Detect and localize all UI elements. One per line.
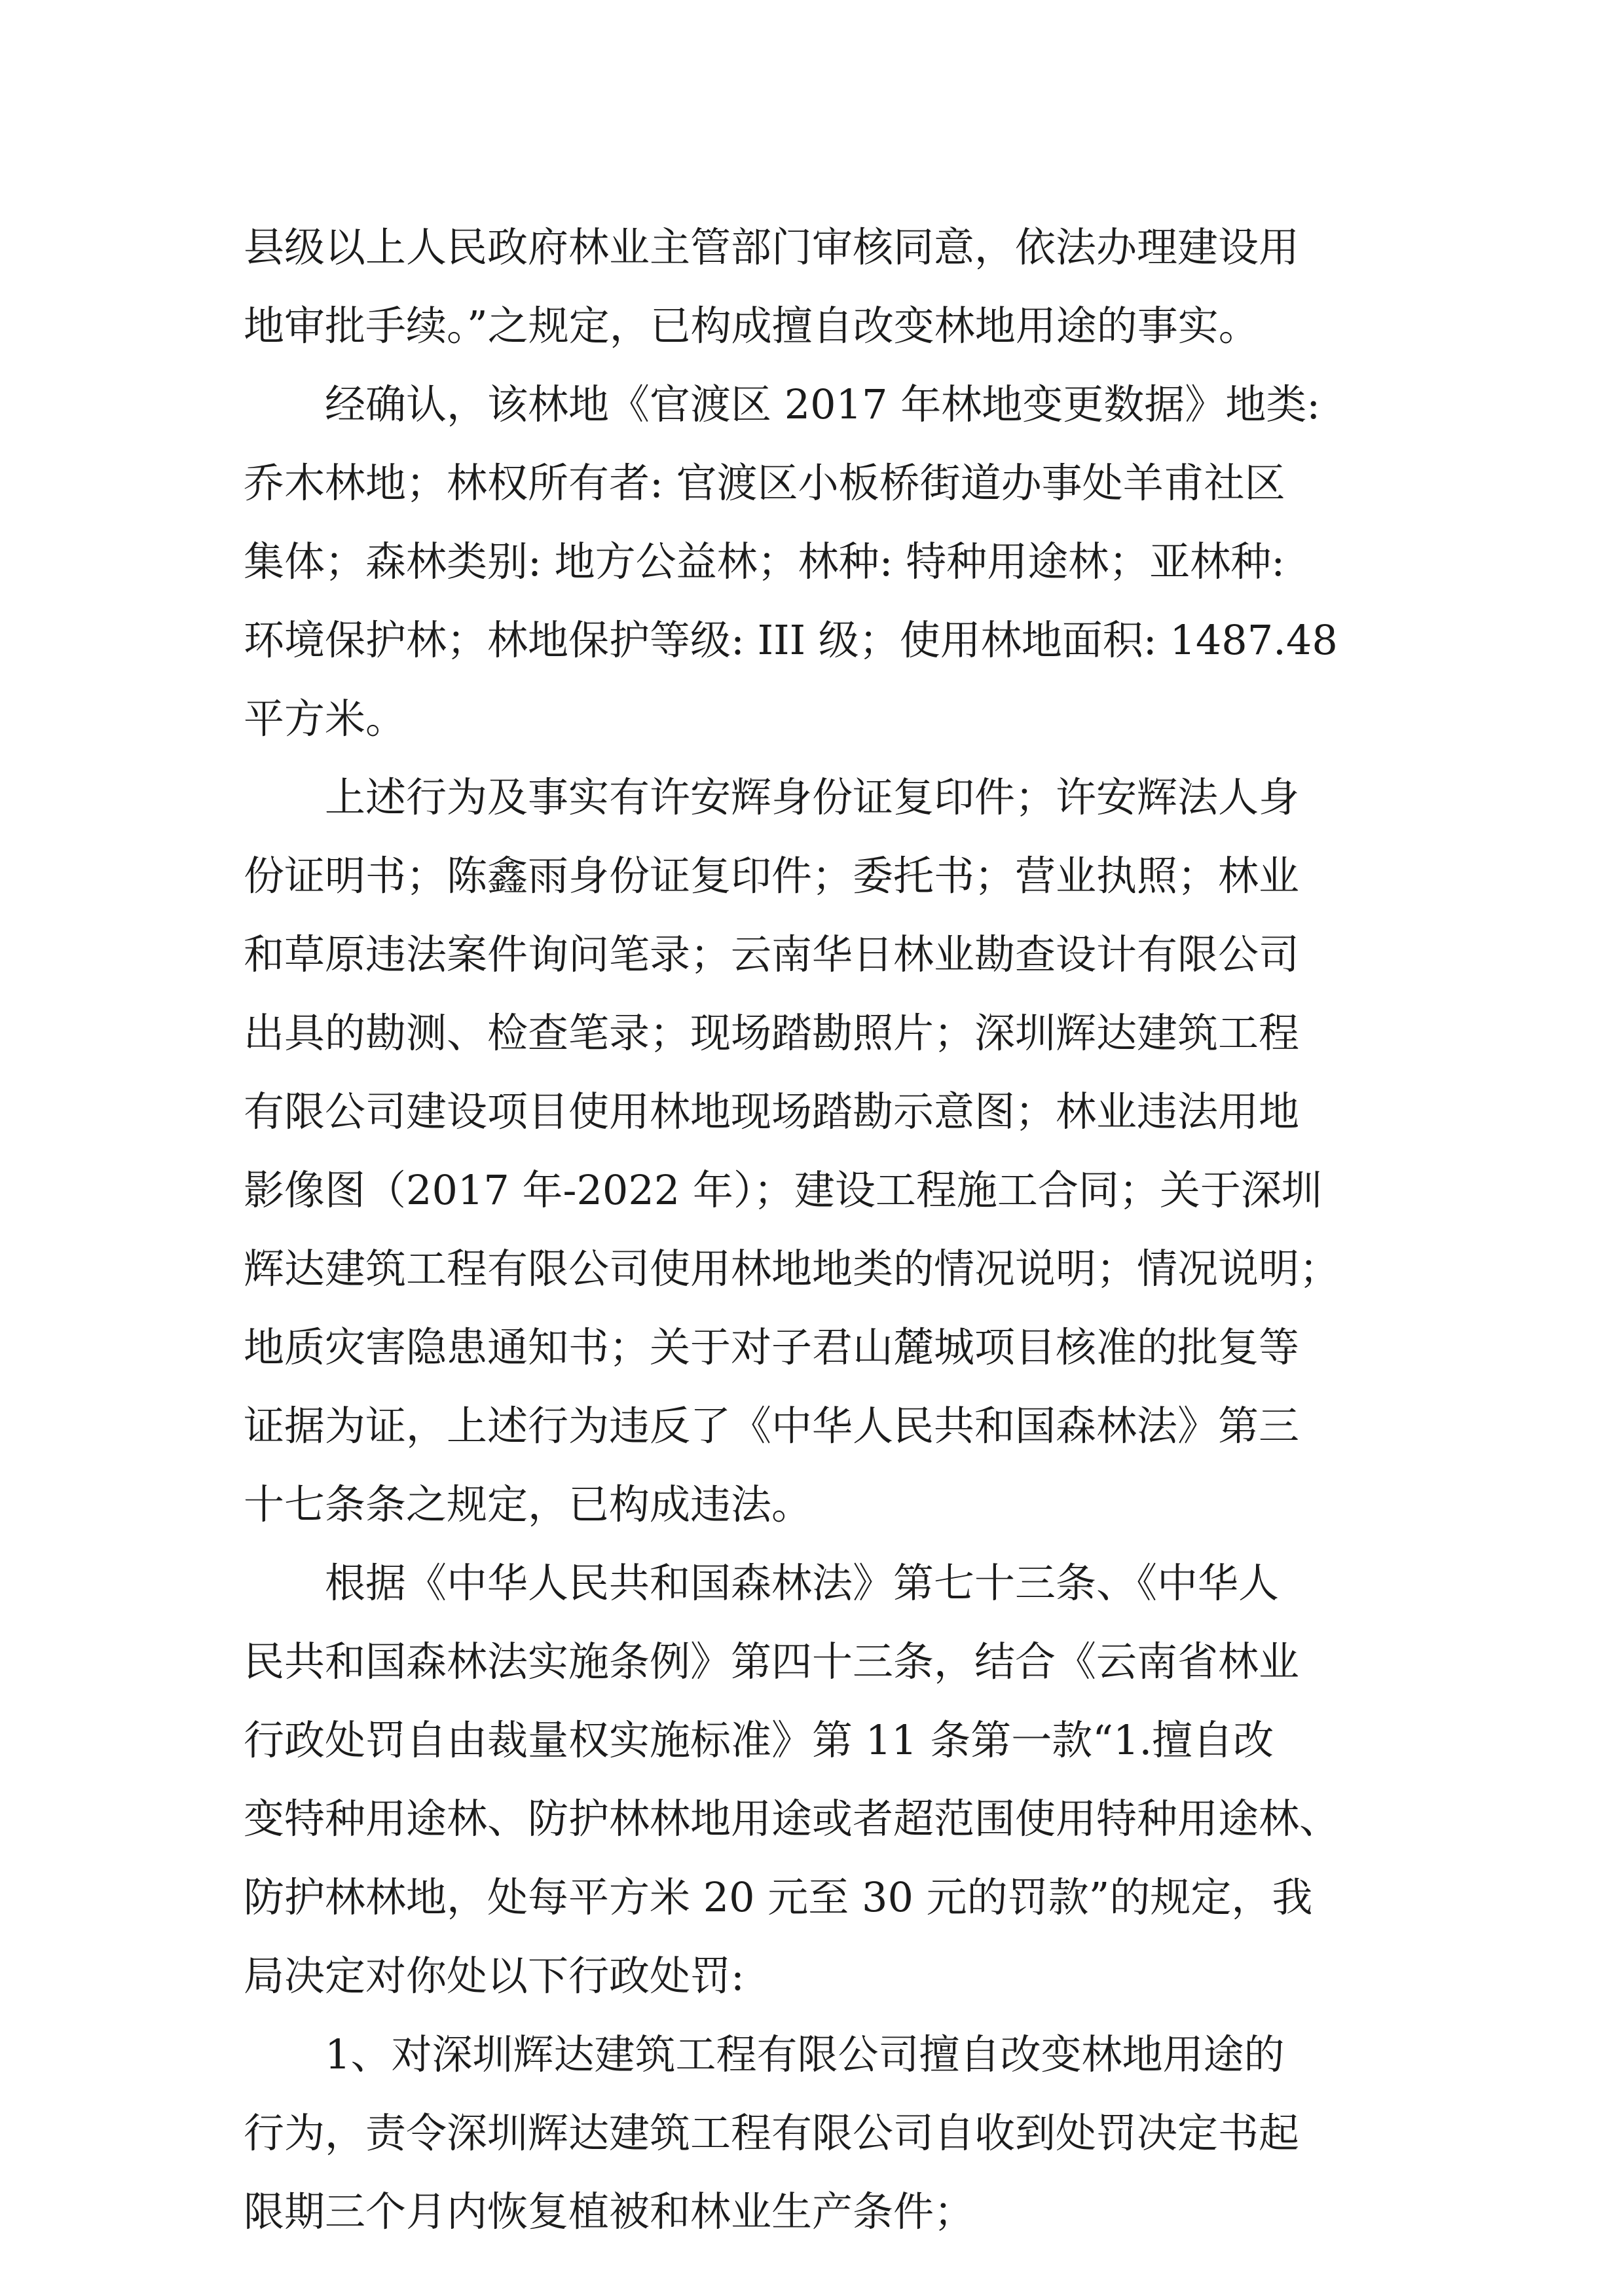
text-line: 局决定对你处以下行政处罚: (244, 1952, 745, 2000)
paragraph-first-line: 根据《中华人民共和国森林法》第七十三条、《中华人 (325, 1559, 1280, 1607)
text-line: 行为，责令深圳辉达建筑工程有限公司自收到处罚决定书起 (244, 2109, 1300, 2157)
document-body (244, 208, 1386, 2251)
paragraph-first-line: 经确认，该林地《官渡区 2017 年林地变更数据》地类: (325, 380, 1321, 428)
text-line: 影像图（2017 年-2022 年）；建设工程施工合同；关于深圳 (244, 1166, 1322, 1214)
text-line: 变特种用途林、防护林林地用途或者超范围使用特种用途林、 (244, 1795, 1340, 1843)
paragraph-first-line: 1、对深圳辉达建筑工程有限公司擅自改变林地用途的 (325, 2030, 1285, 2078)
text-line: 证据为证，上述行为违反了《中华人民共和国森林法》第三 (244, 1402, 1300, 1450)
text-line: 出具的勘测、检查笔录；现场踏勘照片；深圳辉达建筑工程 (244, 1009, 1300, 1057)
text-line: 和草原违法案件询问笔录；云南华日林业勘查设计有限公司 (244, 930, 1300, 978)
text-line: 十七条条之规定，已构成违法。 (244, 1480, 813, 1528)
text-line: 民共和国森林法实施条例》第四十三条，结合《云南省林业 (244, 1638, 1300, 1685)
text-line: 防护林林地，处每平方米 20 元至 30 元的罚款”的规定，我 (244, 1873, 1313, 1921)
text-line: 有限公司建设项目使用林地现场踏勘示意图；林业违法用地 (244, 1088, 1300, 1135)
text-line: 份证明书；陈鑫雨身份证复印件；委托书；营业执照；林业 (244, 852, 1300, 900)
text-line: 环境保护林；林地保护等级: III 级；使用林地面积: 1487.48 (244, 616, 1338, 664)
text-line: 限期三个月内恢复植被和林业生产条件； (244, 2188, 975, 2235)
text-line: 县级以上人民政府林业主管部门审核同意，依法办理建设用 (244, 223, 1300, 271)
text-line: 乔木林地；林权所有者: 官渡区小板桥街道办事处羊甫社区 (244, 459, 1285, 507)
text-line: 地质灾害隐患通知书；关于对子君山麓城项目核准的批复等 (244, 1323, 1300, 1371)
text-line: 地审批手续。”之规定，已构成擅自改变林地用途的事实。 (244, 302, 1259, 350)
text-line: 行政处罚自由裁量权实施标准》第 11 条第一款“1.擅自改 (244, 1716, 1274, 1764)
paragraph-first-line: 上述行为及事实有许安辉身份证复印件；许安辉法人身 (325, 773, 1300, 821)
text-line: 平方米。 (244, 695, 407, 743)
text-line: 辉达建筑工程有限公司使用林地地类的情况说明；情况说明； (244, 1245, 1340, 1293)
text-line: 集体；森林类别: 地方公益林；林种: 特种用途林；亚林种: (244, 538, 1285, 585)
